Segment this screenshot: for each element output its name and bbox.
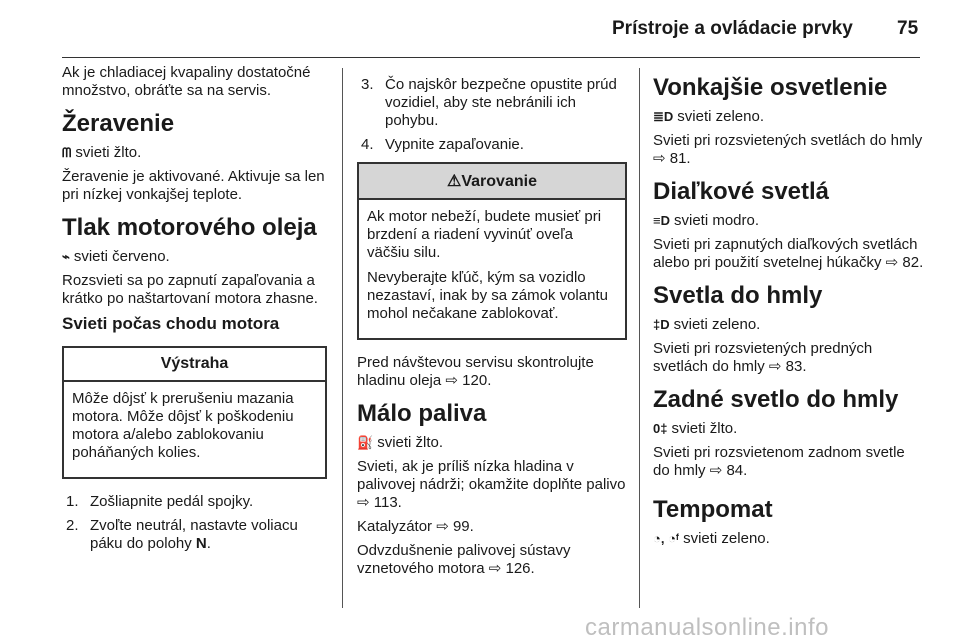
- page-ref-arrow-icon: ⇨: [488, 560, 502, 577]
- page-ref-arrow-icon: ⇨: [709, 462, 723, 479]
- fog-light-description: Svieti pri rozsvietených predných svetlách do hmly ⇨ 83.: [653, 340, 873, 375]
- column-middle: [357, 64, 627, 584]
- rear-fog-light-status: 0‡ svieti žlto.: [653, 420, 738, 437]
- section-title-rear-fog-light: Zadné svetlo do hmly: [653, 386, 899, 413]
- section-title-glow: Žeravenie: [62, 110, 175, 137]
- glow-description: Žeravenie je aktivované. Aktivuje sa len pri nízkej vonkajšej teplote.: [62, 168, 325, 203]
- fuel-pump-icon: ⛽: [357, 435, 374, 450]
- venting-reference: Odvzdušnenie palivovej sústavy vznetového motora ⇨ 126.: [357, 542, 571, 577]
- oil-pressure-icon: ⌁: [62, 249, 70, 264]
- rear-fog-light-icon: 0‡: [653, 421, 668, 436]
- high-beam-status: ≡D svieti modro.: [653, 212, 760, 229]
- cruise-control-icon: ◔, ◔ᶠ: [653, 531, 680, 546]
- exterior-light-description: Svieti pri rozsvietených svetlách do hmly ⇨ 81.: [653, 132, 923, 167]
- page-ref-arrow-icon: ⇨: [357, 494, 370, 511]
- header-divider: [62, 57, 920, 58]
- page-ref-arrow-icon: ⇨: [768, 358, 782, 375]
- section-title-oil-pressure: Tlak motorového oleja: [62, 214, 317, 241]
- warning-triangle-icon: ⚠: [447, 173, 462, 190]
- list-item: 4. Vypnite zapaľovanie.: [361, 136, 524, 153]
- section-title-cruise-control: Tempomat: [653, 496, 773, 523]
- catalyst-reference: Katalyzátor ⇨ 99.: [357, 518, 474, 535]
- fog-light-status: ‡D svieti zeleno.: [653, 316, 761, 333]
- front-fog-light-icon: ‡D: [653, 317, 670, 332]
- section-title-exterior-light: Vonkajšie osvetlenie: [653, 74, 888, 101]
- column-left: [62, 64, 327, 559]
- fuel-description: Svieti, ak je príliš nízka hladina v palivovej nádrži; okamžite doplňte palivo ⇨ 113.: [357, 458, 626, 511]
- cruise-control-status: ◔, ◔ᶠ svieti zeleno.: [653, 530, 770, 547]
- list-item: 1. Zošliapnite pedál spojky.: [66, 493, 254, 510]
- subsection-title: Svieti počas chodu motora: [62, 314, 280, 333]
- page-ref-arrow-icon: ⇨: [436, 518, 449, 535]
- warning-box: [357, 162, 627, 340]
- section-title-fog-lights: Svetla do hmly: [653, 282, 823, 309]
- oil-check-paragraph: Pred návštevou servisu skontrolujte hladinu oleja ⇨ 120.: [357, 354, 594, 389]
- intro-paragraph: Ak je chladiacej kvapaliny dostatočné množstvo, obráťte sa na servis.: [62, 64, 311, 99]
- steps-list: [357, 76, 627, 154]
- column-divider: [342, 68, 343, 608]
- caution-box: [62, 346, 327, 479]
- column-divider: [639, 68, 640, 608]
- section-title-high-beam: Diaľkové svetlá: [653, 178, 830, 205]
- caution-box-text: Môže dôjsť k prerušeniu mazania motora. Môže dôjsť k poškodeniu motora a/alebo zablokovaniu poháňaných kolies.: [72, 390, 294, 461]
- oil-description: Rozsvieti sa po zapnutí zapaľovania a krátko po naštartovaní motora zhasne.: [62, 272, 318, 307]
- page-header-title: Prístroje a ovládacie prvky: [612, 18, 853, 39]
- exterior-light-status: ≣D svieti zeleno.: [653, 108, 764, 125]
- page-ref-arrow-icon: ⇨: [885, 254, 899, 271]
- caution-box-title: Výstraha: [64, 348, 325, 382]
- page-ref-arrow-icon: ⇨: [445, 372, 458, 389]
- section-title-low-fuel: Málo paliva: [357, 400, 487, 427]
- steps-list: [62, 493, 327, 553]
- page-number: 75: [897, 18, 919, 39]
- warning-text-1: Ak motor nebeží, budete musieť pri brzdení a riadení vyvinúť oveľa väčšiu silu.: [367, 208, 602, 261]
- list-item: 3. Čo najskôr bezpečne opustite prúd vozidiel, aby ste nebránili ich pohybu.: [361, 76, 617, 129]
- column-right: [653, 64, 925, 554]
- warning-box-title: ⚠Varovanie: [359, 164, 625, 200]
- watermark: carmanualsonline.info: [585, 614, 829, 641]
- rear-fog-light-description: Svieti pri rozsvietenom zadnom svetle do hmly ⇨ 84.: [653, 444, 905, 479]
- exterior-light-icon: ≣D: [653, 109, 674, 124]
- page-ref-arrow-icon: ⇨: [653, 150, 666, 167]
- high-beam-description: Svieti pri zapnutých diaľkových svetlách alebo pri použití svetelnej húkačky ⇨ 82.: [653, 236, 924, 271]
- warning-text-2: Nevyberajte kľúč, kým sa vozidlo nezastaví, inak by sa zámok volantu mohol nečakane zablokovať.: [367, 269, 608, 322]
- fuel-status: ⛽ svieti žlto.: [357, 434, 444, 451]
- glow-status: ᗰ svieti žlto.: [62, 144, 142, 161]
- glow-plug-icon: ᗰ: [62, 145, 72, 160]
- list-item: 2. Zvoľte neutrál, nastavte voliacu páku do polohy N.: [66, 517, 298, 552]
- oil-status: ⌁ svieti červeno.: [62, 248, 170, 265]
- high-beam-icon: ≡D: [653, 213, 670, 228]
